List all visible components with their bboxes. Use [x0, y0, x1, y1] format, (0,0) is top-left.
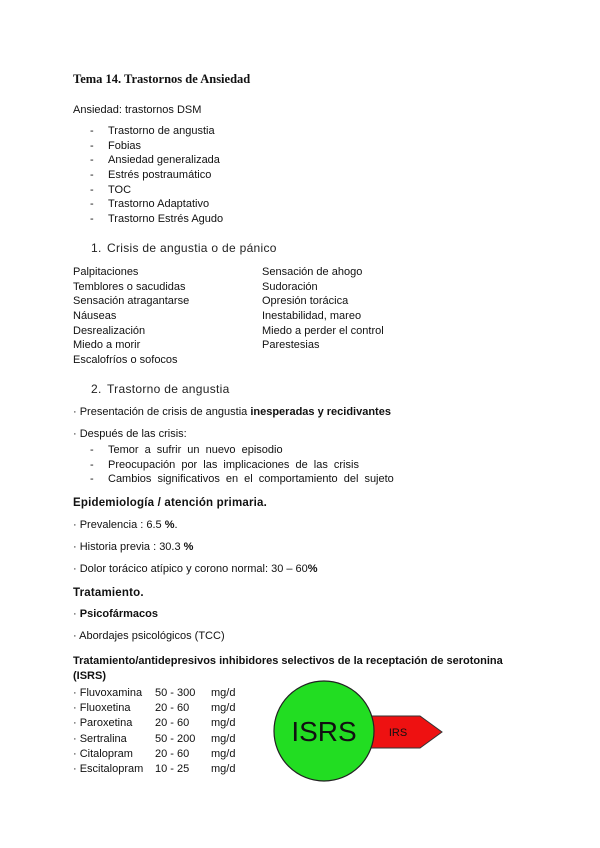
symptom-item: Sudoración	[262, 280, 318, 293]
symptom-item: Inestabilidad, mareo	[262, 310, 362, 323]
list-item: - Preocupación por las implicaciones de las crisis	[90, 458, 359, 471]
drug-unit: mg/d	[211, 763, 236, 776]
drug-unit: mg/d	[211, 747, 236, 760]
drug-unit: mg/d	[211, 717, 236, 730]
epidemiology-heading: Epidemiología / atención primaria.	[73, 497, 268, 509]
chest-pain-line: · Dolor torácico atípico y corono normal: 30 – 60%	[73, 563, 318, 575]
psych-approach-line: · Abordajes psicológicos (TCC)	[73, 630, 225, 642]
dsm-list	[90, 124, 223, 227]
after-crisis-list	[90, 443, 394, 487]
prevalence-line: · Prevalencia : 6.5 %.	[73, 519, 178, 531]
presentation-line: · Presentación de crisis de angustia inesperadas y recidivantes	[73, 406, 391, 418]
table-row	[73, 762, 235, 777]
list-item: - Fobias	[90, 139, 142, 152]
list-item: - Trastorno Estrés Agudo	[90, 213, 224, 226]
table-row	[73, 732, 235, 747]
drug-name: · Fluoxetina	[73, 702, 131, 715]
table-row	[73, 686, 235, 701]
symptom-item: Miedo a perder el control	[262, 324, 384, 337]
symptoms-left-column	[73, 265, 189, 368]
irs-arrow-label: IRS	[388, 727, 408, 739]
drug-unit: mg/d	[211, 732, 236, 745]
symptom-item: Opresión torácica	[262, 295, 349, 308]
symptom-item: Escalofríos o sofocos	[73, 354, 178, 367]
isrs-circle-label: ISRS	[291, 716, 357, 747]
drug-dose: 20 - 60	[155, 702, 190, 715]
table-row	[73, 701, 235, 716]
symptom-item: Sensación de ahogo	[262, 266, 363, 278]
drug-name: · Paroxetina	[73, 717, 133, 730]
list-item: - Trastorno Adaptativo	[90, 198, 210, 211]
isrs-diagram	[272, 678, 452, 788]
list-item: - Trastorno de angustia	[90, 125, 215, 137]
drug-dose: 50 - 200	[155, 732, 196, 745]
symptom-item: Desrealización	[73, 324, 146, 337]
page-title: Tema 14. Trastornos de Ansiedad	[73, 72, 251, 86]
psychopharm-line: · Psicofármacos	[73, 608, 158, 620]
symptom-item: Miedo a morir	[73, 339, 141, 352]
list-item: - Cambios significativos en el comportamiento del sujeto	[90, 473, 394, 486]
isrs-heading-line2: (ISRS)	[73, 670, 106, 682]
subtitle: Ansiedad: trastornos DSM	[73, 104, 202, 116]
isrs-heading-line1: Tratamiento/antidepresivos inhibidores selectivos de la receptación de serotonina	[73, 655, 503, 667]
symptom-item: Sensación atragantarse	[73, 295, 190, 308]
symptom-item: Temblores o sacudidas	[73, 280, 186, 293]
symptom-item: Palpitaciones	[73, 266, 139, 278]
list-item: - Ansiedad generalizada	[90, 154, 220, 167]
drug-name: · Sertralina	[73, 732, 127, 745]
after-crisis-label: · Después de las crisis:	[73, 428, 187, 440]
table-row	[73, 747, 235, 762]
symptom-item: Náuseas	[73, 310, 117, 323]
drug-unit: mg/d	[211, 702, 236, 715]
treatment-heading: Tratamiento.	[73, 587, 144, 599]
drug-dose: 20 - 60	[155, 747, 190, 760]
list-item: - TOC	[90, 183, 132, 196]
drug-dose: 10 - 25	[155, 763, 190, 776]
drug-name: · Escitalopram	[73, 763, 144, 776]
history-line: · Historia previa : 30.3 %	[73, 541, 194, 553]
section-heading-crisis: 1. Crisis de angustia o de pánico	[91, 241, 277, 255]
drug-table	[73, 686, 235, 777]
list-item: - Temor a sufrir un nuevo episodio	[90, 444, 283, 456]
section-heading-disorder: 2. Trastorno de angustia	[91, 382, 230, 396]
table-row	[73, 716, 235, 731]
symptoms-right-column	[262, 265, 384, 353]
symptom-item: Parestesias	[262, 339, 320, 352]
drug-dose: 50 - 300	[155, 687, 196, 699]
drug-unit: mg/d	[211, 687, 236, 699]
drug-name: · Citalopram	[73, 747, 133, 760]
drug-dose: 20 - 60	[155, 717, 190, 730]
drug-name: · Fluvoxamina	[73, 687, 143, 699]
list-item: - Estrés postraumático	[90, 169, 212, 182]
